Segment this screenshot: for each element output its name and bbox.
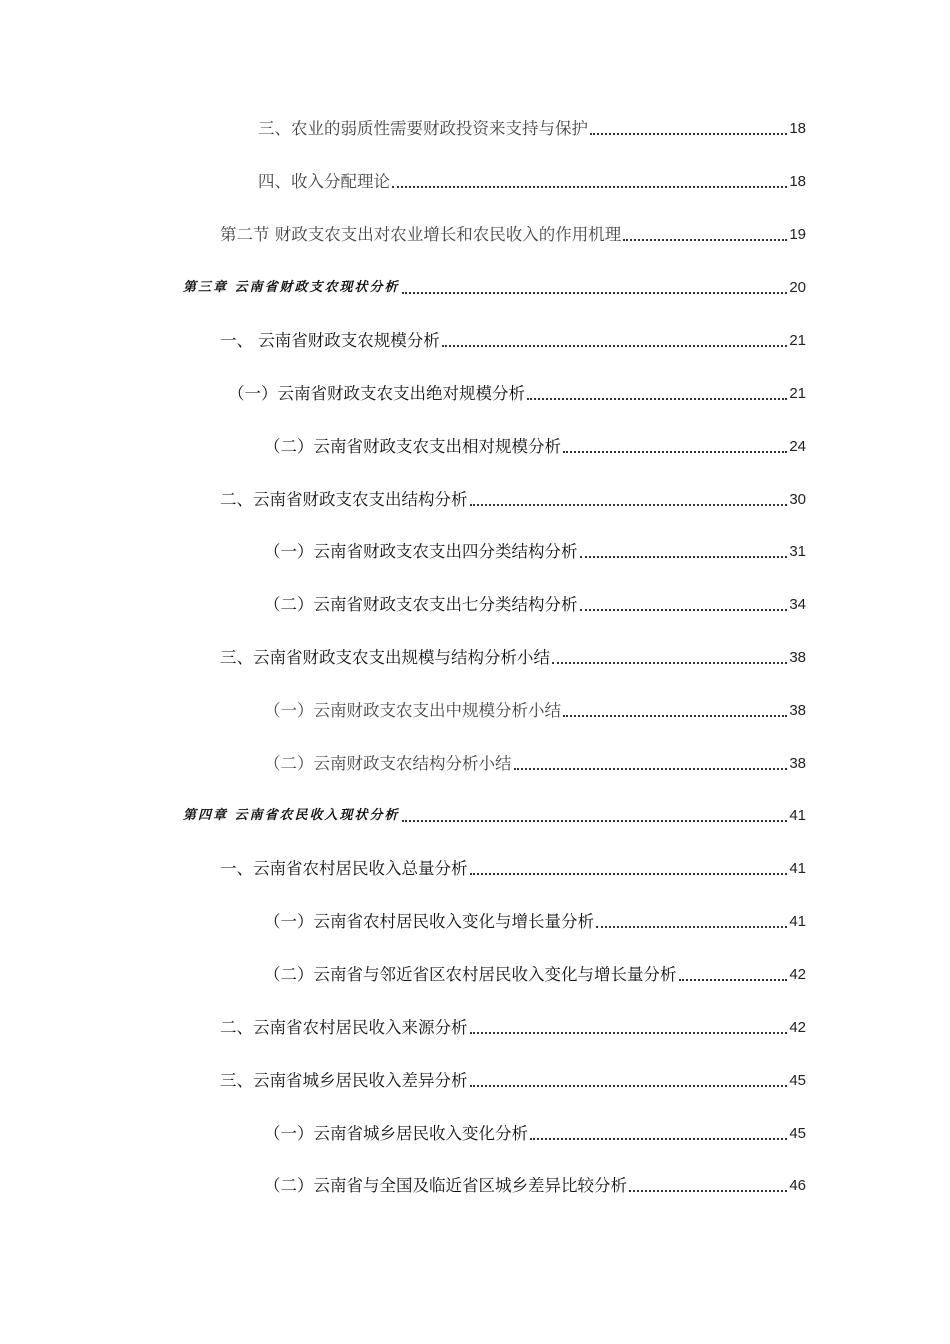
dot-leader — [580, 609, 788, 611]
dot-leader — [470, 1085, 788, 1087]
dot-leader — [679, 979, 788, 981]
toc-page-number: 21 — [789, 385, 806, 402]
toc-page-number: 20 — [789, 279, 806, 296]
toc-page-number: 38 — [789, 649, 806, 666]
toc-entry-title: 第二节 财政支农支出对农业增长和农民收入的作用机理 — [220, 225, 622, 244]
toc-entry-title: （一）云南省城乡居民收入变化分析 — [264, 1124, 528, 1143]
dot-leader — [629, 1190, 787, 1192]
dot-leader — [402, 820, 788, 822]
dot-leader — [563, 715, 787, 717]
toc-entry-title: （一）云南省财政支农支出绝对规模分析 — [228, 384, 525, 403]
toc-page-number: 41 — [789, 860, 806, 877]
dot-leader — [580, 556, 788, 558]
toc-page-number: 18 — [789, 120, 806, 137]
toc-page-number: 41 — [789, 807, 806, 824]
toc-entry[interactable] — [220, 328, 806, 352]
toc-entry-title: 一、云南省农村居民收入总量分析 — [220, 859, 468, 878]
dot-leader — [470, 873, 788, 875]
toc-entry[interactable] — [264, 962, 806, 986]
toc-entry[interactable] — [264, 539, 806, 563]
dot-leader — [470, 504, 788, 506]
dot-leader — [527, 398, 787, 400]
toc-entry-title: （一）云南财政支农支出中规模分析小结 — [264, 701, 561, 720]
toc-entry-title: 第三章 云南省财政支农现状分析 — [183, 280, 400, 295]
toc-entry[interactable] — [264, 1121, 806, 1145]
toc-entry-title: （一）云南省财政支农支出四分类结构分析 — [264, 542, 578, 561]
toc-page-number: 45 — [789, 1072, 806, 1089]
toc-entry[interactable] — [228, 381, 806, 405]
toc-page-number: 38 — [789, 702, 806, 719]
dot-leader — [392, 186, 787, 188]
toc-page-number: 42 — [789, 966, 806, 983]
toc-entry-title: （二）云南省财政支农支出相对规模分析 — [264, 437, 561, 456]
toc-page-number: 18 — [789, 173, 806, 190]
toc-entry[interactable] — [258, 116, 806, 140]
dot-leader — [590, 133, 787, 135]
toc-entry[interactable] — [264, 751, 806, 775]
toc-page-number: 24 — [789, 438, 806, 455]
toc-entry[interactable] — [220, 645, 806, 669]
toc-entry-title: （二）云南省财政支农支出七分类结构分析 — [264, 595, 578, 614]
toc-entry[interactable] — [258, 169, 806, 193]
dot-leader — [470, 1032, 788, 1034]
dot-leader — [402, 292, 788, 294]
toc-page-number: 21 — [789, 332, 806, 349]
dot-leader — [552, 662, 787, 664]
toc-page-number: 19 — [789, 226, 806, 243]
toc-chapter-entry[interactable] — [183, 803, 806, 827]
toc-entry[interactable] — [264, 434, 806, 458]
dot-leader — [623, 239, 787, 241]
toc-page-number: 45 — [789, 1125, 806, 1142]
dot-leader — [442, 345, 788, 347]
toc-page-number: 46 — [789, 1177, 806, 1194]
dot-leader — [563, 451, 787, 453]
toc-page-number: 31 — [789, 543, 806, 560]
toc-entry[interactable] — [264, 909, 806, 933]
toc-entry[interactable] — [264, 592, 806, 616]
toc-entry[interactable] — [220, 856, 806, 880]
toc-entry-title: 四、收入分配理论 — [258, 172, 390, 191]
toc-entry-title: 三、农业的弱质性需要财政投资来支持与保护 — [258, 119, 588, 138]
toc-entry-title: 二、云南省财政支农支出结构分析 — [220, 490, 468, 509]
toc-chapter-entry[interactable] — [183, 275, 806, 299]
toc-entry-title: 三、云南省财政支农支出规模与结构分析小结 — [220, 648, 550, 667]
dot-leader — [530, 1138, 787, 1140]
toc-page-number: 30 — [789, 491, 806, 508]
toc-entry[interactable] — [220, 1068, 806, 1092]
toc-page-number: 34 — [789, 596, 806, 613]
toc-entry-title: （二）云南省与全国及临近省区城乡差异比较分析 — [264, 1176, 627, 1195]
toc-entry[interactable] — [220, 1015, 806, 1039]
toc-entry[interactable] — [264, 698, 806, 722]
toc-entry[interactable] — [264, 1173, 806, 1197]
toc-entry-title: （二）云南省与邻近省区农村居民收入变化与增长量分析 — [264, 965, 677, 984]
toc-page-number: 38 — [789, 755, 806, 772]
dot-leader — [596, 926, 787, 928]
toc-entry-title: 一、 云南省财政支农规模分析 — [220, 331, 440, 350]
toc-entry-title: 三、云南省城乡居民收入差异分析 — [220, 1071, 468, 1090]
dot-leader — [514, 768, 788, 770]
toc-entry-title: 二、云南省农村居民收入来源分析 — [220, 1018, 468, 1037]
toc-entry-title: 第四章 云南省农民收入现状分析 — [183, 808, 400, 823]
toc-entry-title: （二）云南财政支农结构分析小结 — [264, 754, 512, 773]
toc-page-number: 42 — [789, 1019, 806, 1036]
toc-page-number: 41 — [789, 913, 806, 930]
toc-entry-title: （一）云南省农村居民收入变化与增长量分析 — [264, 912, 594, 931]
toc-entry[interactable] — [220, 222, 806, 246]
toc-entry[interactable] — [220, 487, 806, 511]
